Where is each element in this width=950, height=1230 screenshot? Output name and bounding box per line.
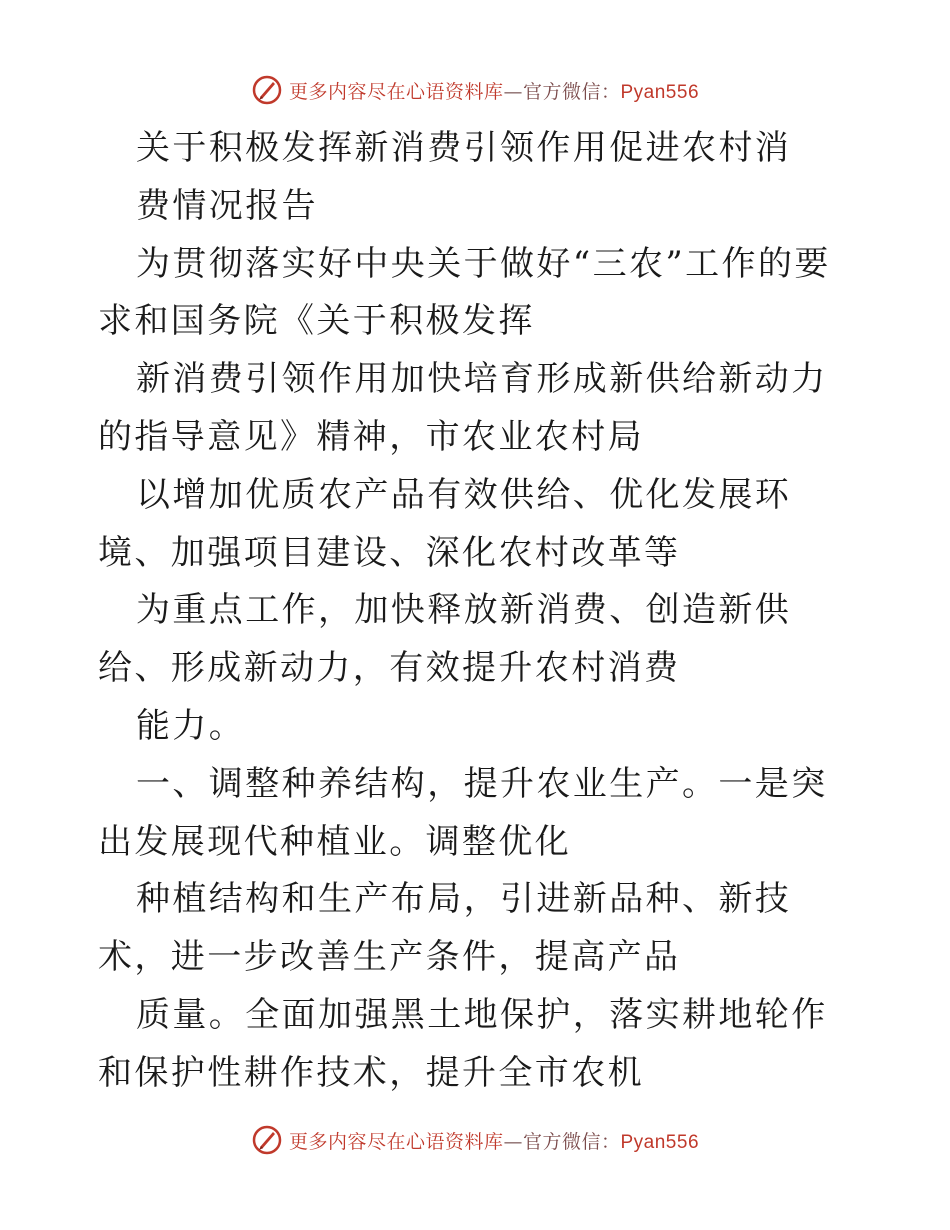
paragraph: 能力。 [136, 705, 246, 746]
watermark-separator: — [503, 1130, 523, 1153]
paragraph: 种植结构和生产布局，引进新品种、新技术，进一步改善生产条件，提高产品 [98, 879, 792, 978]
document-body [98, 120, 854, 1103]
watermark-brand: 更多内容尽在心语资料库 [288, 1130, 504, 1153]
quill-logo-icon [251, 1124, 283, 1156]
watermark-official-label: 官方微信： [522, 80, 621, 103]
footer-watermark [0, 1122, 950, 1158]
watermark-separator: — [503, 80, 523, 103]
watermark-text [289, 1127, 699, 1154]
watermark-brand: 更多内容尽在心语资料库 [288, 80, 504, 103]
watermark-text [289, 77, 699, 104]
paragraph: 为重点工作，加快释放新消费、创造新供给、形成新动力，有效提升农村消费 [98, 590, 792, 689]
paragraph: 一、调整种养结构，提升农业生产。一是突出发展现代种植业。调整优化 [98, 763, 828, 862]
watermark-handle: Pyan556 [620, 81, 700, 103]
paragraph: 以增加优质农产品有效供给、优化发展环境、加强项目建设、深化农村改革等 [98, 474, 792, 573]
document-title-line-1: 关于积极发挥新消费引领作用促进农村消 [136, 128, 792, 168]
paragraph: 为贯彻落实好中央关于做好“三农”工作的要求和国务院《关于积极发挥 [98, 243, 831, 342]
header-watermark [0, 72, 950, 108]
paragraph: 质量。全面加强黑土地保护，落实耕地轮作和保护性耕作技术，提升全市农机 [98, 994, 828, 1093]
document-title-line-2: 费情况报告 [136, 185, 318, 226]
paragraph: 新消费引领作用加快培育形成新供给新动力的指导意见》精神，市农业农村局 [98, 359, 828, 457]
watermark-official-label: 官方微信： [522, 1130, 621, 1153]
watermark-handle: Pyan556 [620, 1131, 700, 1153]
quill-logo-icon [251, 74, 283, 106]
